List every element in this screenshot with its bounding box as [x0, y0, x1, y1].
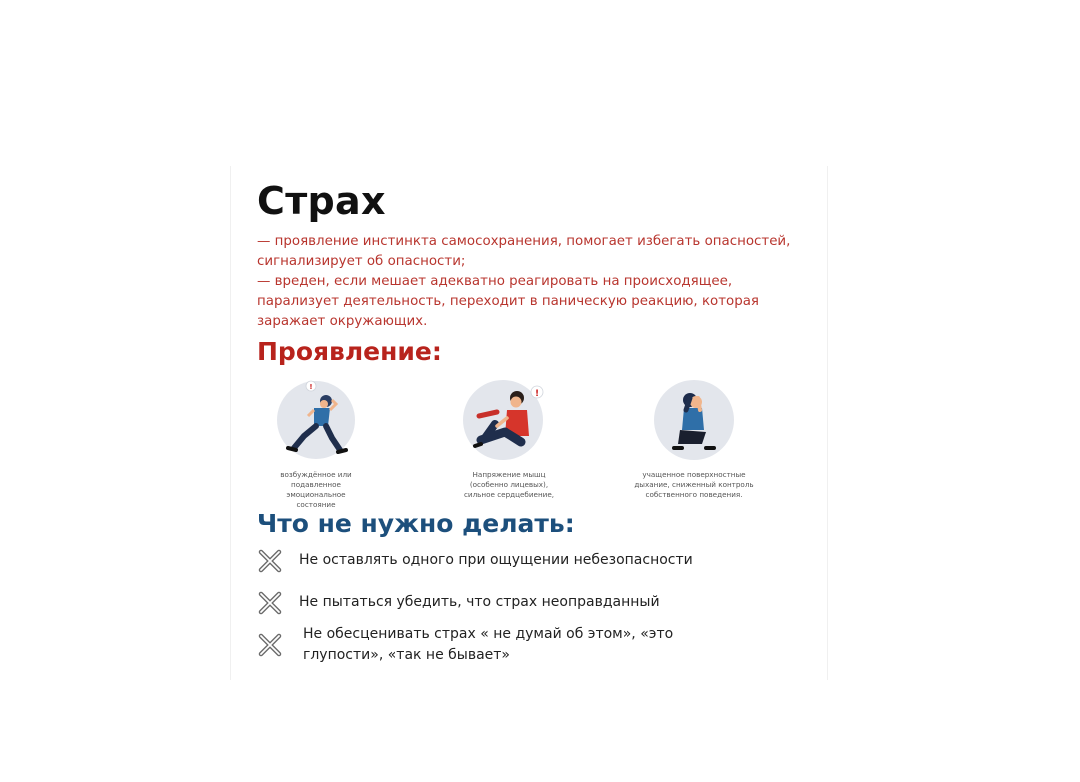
dont-heading: Что не нужно делать: [257, 509, 575, 538]
page-title: Страх [257, 179, 386, 223]
symptom-caption-1: возбуждённое или подавленное эмоциональное состояние [280, 470, 352, 509]
crouching-person-icon [652, 378, 736, 462]
symptom-item-2 [434, 378, 584, 500]
sitting-person-icon [461, 378, 557, 462]
symptom-item-3 [619, 378, 769, 500]
running-person-icon [274, 378, 358, 462]
manifestation-heading: Проявление: [257, 337, 442, 366]
cross-icon [257, 632, 283, 658]
svg-text:!: ! [534, 389, 540, 399]
dont-item-3 [257, 626, 703, 666]
dont-item-1 [257, 548, 693, 574]
dont-item-text-1: Не оставлять одного при ощущении небезопасности [299, 552, 693, 568]
description-line-2: — вреден, если мешает адекватно реагировать на происходящее, парализует деятельность, переходит в паническую реакцию, которая заражает окружающих. [257, 274, 759, 329]
dont-item-text-3: Не обесценивать страх « не думай об этом», «это глупости», «так не бывает» [303, 626, 674, 663]
dont-item-text-2: Не пытаться убедить, что страх неоправданный [299, 594, 660, 610]
dont-item-2 [257, 590, 660, 616]
description-line-1: — проявление инстинкта самосохранения, помогает избегать опасностей, сигнализирует об опасности; [257, 234, 791, 269]
cross-icon [257, 590, 283, 616]
description [257, 232, 817, 332]
info-card [230, 166, 828, 680]
svg-text:!: ! [309, 383, 313, 391]
symptom-caption-3: учащенное поверхностные дыхание, сниженный контроль собственного поведения. [634, 470, 754, 499]
symptom-item-1 [241, 378, 391, 510]
symptom-caption-2: Напряжение мышц (особенно лицевых), сильное сердцебиение, [463, 470, 555, 499]
cross-icon [257, 548, 283, 574]
